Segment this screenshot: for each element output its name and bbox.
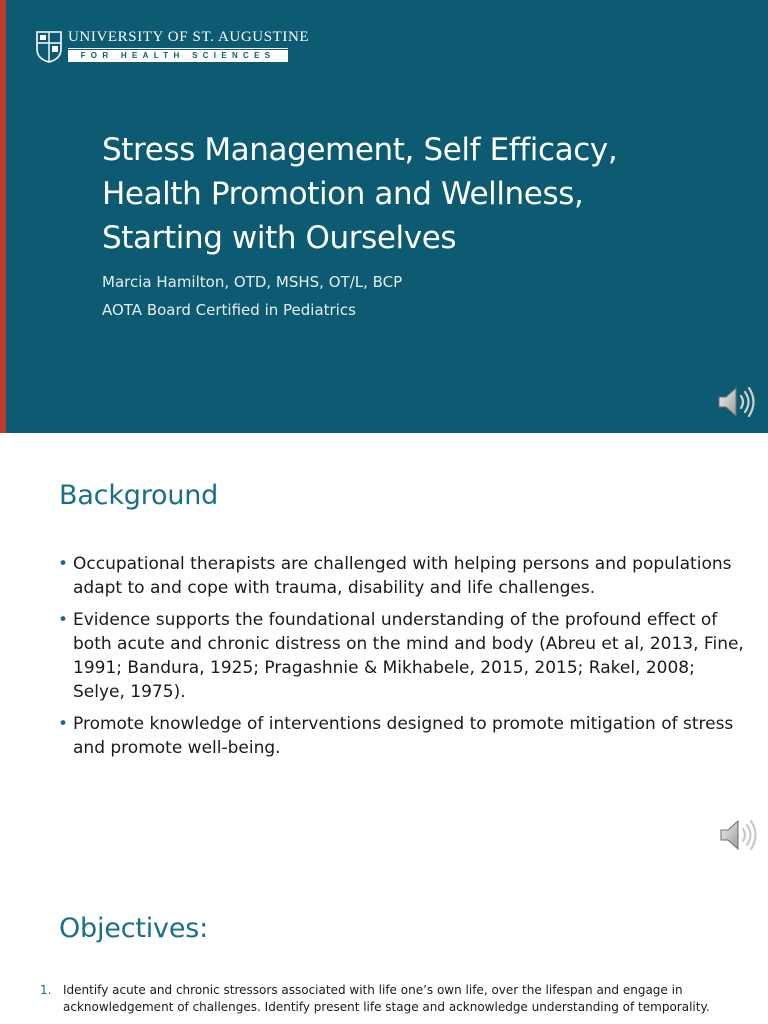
title-line: Stress Management, Self Efficacy, <box>102 132 618 168</box>
university-name: UNIVERSITY OF ST. AUGUSTINE <box>68 29 288 49</box>
shield-icon <box>36 31 62 63</box>
objective-text: Identify acute and chronic stressors associated with life one’s own life, over the lifespan and engage in acknowledgement of challenges. Identify present life stage and acknowledge understanding of temporality. <box>63 983 710 1014</box>
objective-item <box>40 982 740 1016</box>
speaker-icon[interactable] <box>718 815 758 855</box>
author-block <box>102 268 702 324</box>
content-slide <box>0 433 768 1024</box>
objectives-list <box>40 982 740 1016</box>
title-line: Health Promotion and Wellness, <box>102 176 584 212</box>
bullet-item: • Promote knowledge of interventions designed to promote mitigation of stress and promote well-being. <box>58 712 748 760</box>
title-line: Starting with Ourselves <box>102 220 457 256</box>
bullet-item: • Evidence supports the foundational understanding of the profound effect of both acute and chronic distress on the mind and body (Abreu et al, 2013, Fine, 1991; Bandura, 1925; Pragashnie & Mikhabele, 2015, 2015; Rakel, 2008; Selye, 1975). <box>58 608 748 704</box>
author-certification: AOTA Board Certified in Pediatrics <box>102 301 356 319</box>
presentation-title <box>102 128 742 260</box>
background-bullet-list <box>58 552 748 768</box>
bullet-item: • Occupational therapists are challenged with helping persons and populations adapt to and cope with trauma, disability and life challenges. <box>58 552 748 600</box>
university-logo <box>36 29 310 65</box>
university-subtitle: FOR HEALTH SCIENCES <box>68 50 288 62</box>
background-heading: Background <box>59 480 219 511</box>
objective-number: 1. <box>40 983 52 997</box>
speaker-icon[interactable] <box>716 382 756 422</box>
author-name: Marcia Hamilton, OTD, MSHS, OT/L, BCP <box>102 273 403 291</box>
objectives-heading: Objectives: <box>59 913 208 944</box>
title-slide <box>0 0 768 433</box>
accent-bar <box>0 0 6 433</box>
